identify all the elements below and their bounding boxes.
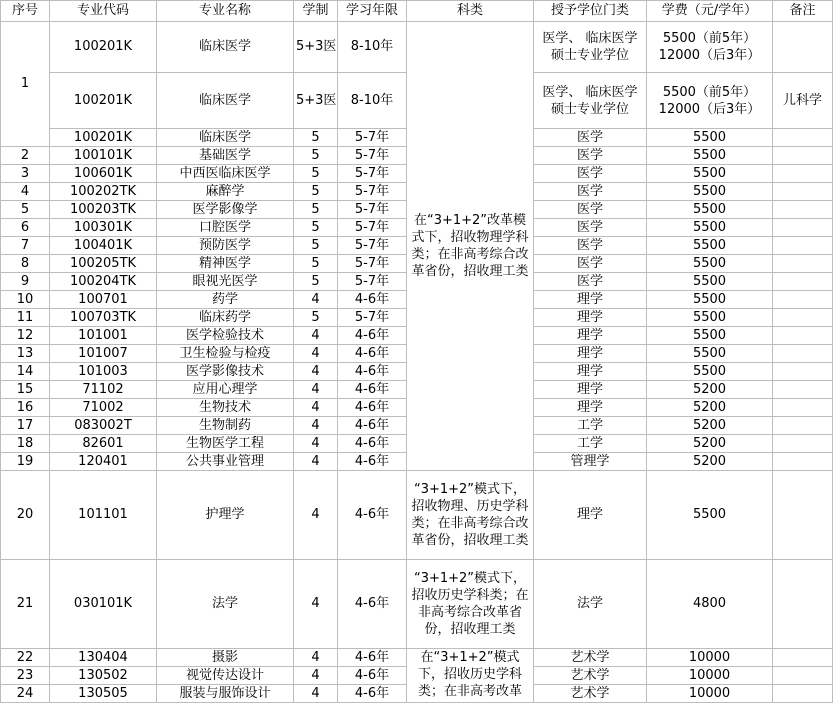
row-length: 5 bbox=[294, 183, 338, 201]
row-length: 4 bbox=[294, 291, 338, 309]
row-degree: 医学 bbox=[534, 165, 647, 183]
row-no: 3 bbox=[1, 165, 50, 183]
row-note bbox=[773, 327, 833, 345]
row-fee: 10000 bbox=[647, 649, 773, 667]
row-fee: 5500 bbox=[647, 147, 773, 165]
row-name: 法学 bbox=[157, 560, 294, 649]
row-degree: 理学 bbox=[534, 381, 647, 399]
row-code: 71102 bbox=[50, 381, 157, 399]
row-note bbox=[773, 219, 833, 237]
row-name: 临床医学 bbox=[157, 73, 294, 129]
row-degree: 理学 bbox=[534, 471, 647, 560]
table-row bbox=[1, 560, 833, 649]
header-row bbox=[1, 1, 833, 22]
row-name: 中西医临床医学 bbox=[157, 165, 294, 183]
row-degree: 医学 bbox=[534, 237, 647, 255]
row-length: 4 bbox=[294, 345, 338, 363]
table-row bbox=[1, 471, 833, 560]
row-no: 22 bbox=[1, 649, 50, 667]
row-fee: 10000 bbox=[647, 685, 773, 703]
col-header-code: 专业代码 bbox=[50, 1, 157, 22]
row-fee: 5500 bbox=[647, 291, 773, 309]
row-years: 4-6年 bbox=[338, 685, 407, 703]
row-years: 4-6年 bbox=[338, 649, 407, 667]
row-years: 4-6年 bbox=[338, 291, 407, 309]
row-note bbox=[773, 453, 833, 471]
row-degree: 医学 bbox=[534, 273, 647, 291]
row-no: 15 bbox=[1, 381, 50, 399]
row-years: 4-6年 bbox=[338, 399, 407, 417]
row-length: 4 bbox=[294, 363, 338, 381]
row-code: 100201K bbox=[50, 73, 157, 129]
col-header-years: 学习年限 bbox=[338, 1, 407, 22]
row-length: 4 bbox=[294, 560, 338, 649]
row-fee: 5500 bbox=[647, 273, 773, 291]
row-degree: 医学 bbox=[534, 201, 647, 219]
row-no: 10 bbox=[1, 291, 50, 309]
row-no: 19 bbox=[1, 453, 50, 471]
row-name: 临床医学 bbox=[157, 22, 294, 73]
col-header-subject: 科类 bbox=[407, 1, 534, 22]
row-length: 5+3医 bbox=[294, 22, 338, 73]
row-years: 8-10年 bbox=[338, 73, 407, 129]
row-years: 5-7年 bbox=[338, 309, 407, 327]
row-code: 101007 bbox=[50, 345, 157, 363]
row-years: 4-6年 bbox=[338, 417, 407, 435]
row-years: 5-7年 bbox=[338, 237, 407, 255]
row-note bbox=[773, 129, 833, 147]
row-length: 5 bbox=[294, 201, 338, 219]
col-header-length: 学制 bbox=[294, 1, 338, 22]
row-note bbox=[773, 291, 833, 309]
row-note bbox=[773, 471, 833, 560]
col-header-no: 序号 bbox=[1, 1, 50, 22]
subject-cell-arts: 在“3+1+2”模式下，招收历史学科类；在非高考改革 bbox=[407, 649, 534, 703]
row-name: 临床医学 bbox=[157, 129, 294, 147]
row-note: 儿科学 bbox=[773, 73, 833, 129]
row-note bbox=[773, 667, 833, 685]
row-name: 医学影像技术 bbox=[157, 363, 294, 381]
row-years: 4-6年 bbox=[338, 345, 407, 363]
row-years: 4-6年 bbox=[338, 381, 407, 399]
row-length: 5 bbox=[294, 255, 338, 273]
row-no: 24 bbox=[1, 685, 50, 703]
table-row bbox=[1, 22, 833, 73]
row-years: 5-7年 bbox=[338, 219, 407, 237]
row-fee: 5500（前5年）12000（后3年） bbox=[647, 73, 773, 129]
row-fee: 5500（前5年）12000（后3年） bbox=[647, 22, 773, 73]
row-code: 130404 bbox=[50, 649, 157, 667]
row-code: 130505 bbox=[50, 685, 157, 703]
row-no: 14 bbox=[1, 363, 50, 381]
row-no: 20 bbox=[1, 471, 50, 560]
col-header-fee: 学费（元/学年） bbox=[647, 1, 773, 22]
row-no: 7 bbox=[1, 237, 50, 255]
row-name: 生物医学工程 bbox=[157, 435, 294, 453]
row-name: 临床药学 bbox=[157, 309, 294, 327]
row-name: 护理学 bbox=[157, 471, 294, 560]
row-no: 17 bbox=[1, 417, 50, 435]
row-code: 100401K bbox=[50, 237, 157, 255]
row-years: 4-6年 bbox=[338, 363, 407, 381]
row-code: 100203TK bbox=[50, 201, 157, 219]
row-fee: 5500 bbox=[647, 219, 773, 237]
row-no: 11 bbox=[1, 309, 50, 327]
row-fee: 5500 bbox=[647, 201, 773, 219]
row-note bbox=[773, 273, 833, 291]
row-fee: 5500 bbox=[647, 471, 773, 560]
row-note bbox=[773, 201, 833, 219]
row-degree: 医学、 临床医学硕士专业学位 bbox=[534, 73, 647, 129]
row-note bbox=[773, 417, 833, 435]
row-fee: 5500 bbox=[647, 129, 773, 147]
row-name: 预防医学 bbox=[157, 237, 294, 255]
row-length: 5 bbox=[294, 147, 338, 165]
row-code: 100204TK bbox=[50, 273, 157, 291]
row-length: 4 bbox=[294, 471, 338, 560]
row-length: 5+3医 bbox=[294, 73, 338, 129]
row-no: 9 bbox=[1, 273, 50, 291]
row-note bbox=[773, 165, 833, 183]
row-fee: 5200 bbox=[647, 399, 773, 417]
row-fee: 5500 bbox=[647, 183, 773, 201]
row-length: 4 bbox=[294, 667, 338, 685]
col-header-degree: 授予学位门类 bbox=[534, 1, 647, 22]
row-note bbox=[773, 649, 833, 667]
row-name: 医学影像学 bbox=[157, 201, 294, 219]
row-name: 精神医学 bbox=[157, 255, 294, 273]
row-name: 医学检验技术 bbox=[157, 327, 294, 345]
row-degree: 工学 bbox=[534, 417, 647, 435]
row-no: 1 bbox=[1, 22, 50, 147]
row-degree: 工学 bbox=[534, 435, 647, 453]
row-degree: 理学 bbox=[534, 363, 647, 381]
row-years: 4-6年 bbox=[338, 471, 407, 560]
subject-cell-law: “3+1+2”模式下，招收历史学科类；在非高考综合改革省份，招收理工类 bbox=[407, 560, 534, 649]
row-years: 4-6年 bbox=[338, 327, 407, 345]
row-code: 71002 bbox=[50, 399, 157, 417]
row-note bbox=[773, 183, 833, 201]
row-code: 030101K bbox=[50, 560, 157, 649]
row-degree: 理学 bbox=[534, 327, 647, 345]
row-degree: 医学 bbox=[534, 129, 647, 147]
row-code: 100202TK bbox=[50, 183, 157, 201]
row-length: 4 bbox=[294, 435, 338, 453]
row-no: 16 bbox=[1, 399, 50, 417]
row-name: 卫生检验与检疫 bbox=[157, 345, 294, 363]
subject-cell-nursing: “3+1+2”模式下，招收物理、历史学科类；在非高考综合改革省份，招收理工类 bbox=[407, 471, 534, 560]
row-note bbox=[773, 363, 833, 381]
row-name: 口腔医学 bbox=[157, 219, 294, 237]
row-code: 100703TK bbox=[50, 309, 157, 327]
row-fee: 4800 bbox=[647, 560, 773, 649]
row-note bbox=[773, 435, 833, 453]
table-row bbox=[1, 649, 833, 667]
row-fee: 5200 bbox=[647, 435, 773, 453]
row-code: 101101 bbox=[50, 471, 157, 560]
row-years: 4-6年 bbox=[338, 453, 407, 471]
row-years: 4-6年 bbox=[338, 435, 407, 453]
row-name: 视觉传达设计 bbox=[157, 667, 294, 685]
row-years: 5-7年 bbox=[338, 165, 407, 183]
row-degree: 医学 bbox=[534, 147, 647, 165]
row-name: 药学 bbox=[157, 291, 294, 309]
row-no: 2 bbox=[1, 147, 50, 165]
row-degree: 医学 bbox=[534, 183, 647, 201]
row-degree: 医学 bbox=[534, 255, 647, 273]
row-length: 4 bbox=[294, 453, 338, 471]
row-degree: 理学 bbox=[534, 345, 647, 363]
row-name: 麻醉学 bbox=[157, 183, 294, 201]
row-no: 21 bbox=[1, 560, 50, 649]
row-code: 100101K bbox=[50, 147, 157, 165]
row-code: 100301K bbox=[50, 219, 157, 237]
row-degree: 医学、 临床医学硕士专业学位 bbox=[534, 22, 647, 73]
row-fee: 5500 bbox=[647, 255, 773, 273]
row-length: 4 bbox=[294, 417, 338, 435]
col-header-name: 专业名称 bbox=[157, 1, 294, 22]
row-fee: 5200 bbox=[647, 381, 773, 399]
row-name: 服装与服饰设计 bbox=[157, 685, 294, 703]
row-code: 120401 bbox=[50, 453, 157, 471]
row-no: 5 bbox=[1, 201, 50, 219]
row-code: 100601K bbox=[50, 165, 157, 183]
row-fee: 5500 bbox=[647, 309, 773, 327]
row-length: 5 bbox=[294, 129, 338, 147]
row-degree: 艺术学 bbox=[534, 649, 647, 667]
row-years: 5-7年 bbox=[338, 147, 407, 165]
row-fee: 5500 bbox=[647, 237, 773, 255]
row-code: 100201K bbox=[50, 22, 157, 73]
row-no: 12 bbox=[1, 327, 50, 345]
row-years: 5-7年 bbox=[338, 273, 407, 291]
row-fee: 5200 bbox=[647, 417, 773, 435]
col-header-note: 备注 bbox=[773, 1, 833, 22]
row-no: 4 bbox=[1, 183, 50, 201]
row-years: 5-7年 bbox=[338, 183, 407, 201]
row-fee: 5500 bbox=[647, 345, 773, 363]
row-name: 公共事业管理 bbox=[157, 453, 294, 471]
row-no: 6 bbox=[1, 219, 50, 237]
row-fee: 5500 bbox=[647, 363, 773, 381]
row-length: 4 bbox=[294, 381, 338, 399]
row-length: 5 bbox=[294, 309, 338, 327]
row-note bbox=[773, 147, 833, 165]
row-years: 4-6年 bbox=[338, 560, 407, 649]
row-name: 生物制药 bbox=[157, 417, 294, 435]
row-length: 4 bbox=[294, 649, 338, 667]
row-name: 生物技术 bbox=[157, 399, 294, 417]
row-no: 23 bbox=[1, 667, 50, 685]
row-name: 应用心理学 bbox=[157, 381, 294, 399]
row-note bbox=[773, 255, 833, 273]
row-note bbox=[773, 237, 833, 255]
row-length: 4 bbox=[294, 399, 338, 417]
row-degree: 管理学 bbox=[534, 453, 647, 471]
row-degree: 理学 bbox=[534, 399, 647, 417]
row-years: 5-7年 bbox=[338, 201, 407, 219]
row-note bbox=[773, 309, 833, 327]
row-length: 5 bbox=[294, 219, 338, 237]
row-code: 130502 bbox=[50, 667, 157, 685]
row-code: 101003 bbox=[50, 363, 157, 381]
row-years: 5-7年 bbox=[338, 129, 407, 147]
row-degree: 理学 bbox=[534, 309, 647, 327]
row-code: 083002T bbox=[50, 417, 157, 435]
row-note bbox=[773, 22, 833, 73]
row-no: 13 bbox=[1, 345, 50, 363]
row-name: 基础医学 bbox=[157, 147, 294, 165]
row-no: 8 bbox=[1, 255, 50, 273]
row-degree: 理学 bbox=[534, 291, 647, 309]
row-years: 8-10年 bbox=[338, 22, 407, 73]
row-degree: 医学 bbox=[534, 219, 647, 237]
row-code: 100201K bbox=[50, 129, 157, 147]
row-note bbox=[773, 381, 833, 399]
row-length: 5 bbox=[294, 273, 338, 291]
row-degree: 艺术学 bbox=[534, 667, 647, 685]
row-name: 摄影 bbox=[157, 649, 294, 667]
row-note bbox=[773, 685, 833, 703]
row-note bbox=[773, 345, 833, 363]
row-code: 101001 bbox=[50, 327, 157, 345]
row-length: 4 bbox=[294, 327, 338, 345]
row-code: 100205TK bbox=[50, 255, 157, 273]
row-no: 18 bbox=[1, 435, 50, 453]
row-degree: 艺术学 bbox=[534, 685, 647, 703]
row-note bbox=[773, 399, 833, 417]
row-fee: 5500 bbox=[647, 165, 773, 183]
row-note bbox=[773, 560, 833, 649]
row-degree: 法学 bbox=[534, 560, 647, 649]
row-code: 100701 bbox=[50, 291, 157, 309]
row-fee: 5500 bbox=[647, 327, 773, 345]
subject-cell-group-a: 在“3+1+2”改革模式下，招收物理学科类；在非高考综合改革省份，招收理工类 bbox=[407, 22, 534, 471]
row-length: 5 bbox=[294, 165, 338, 183]
row-fee: 10000 bbox=[647, 667, 773, 685]
row-years: 4-6年 bbox=[338, 667, 407, 685]
row-length: 4 bbox=[294, 685, 338, 703]
row-length: 5 bbox=[294, 237, 338, 255]
row-fee: 5200 bbox=[647, 453, 773, 471]
row-code: 82601 bbox=[50, 435, 157, 453]
row-name: 眼视光医学 bbox=[157, 273, 294, 291]
row-years: 5-7年 bbox=[338, 255, 407, 273]
